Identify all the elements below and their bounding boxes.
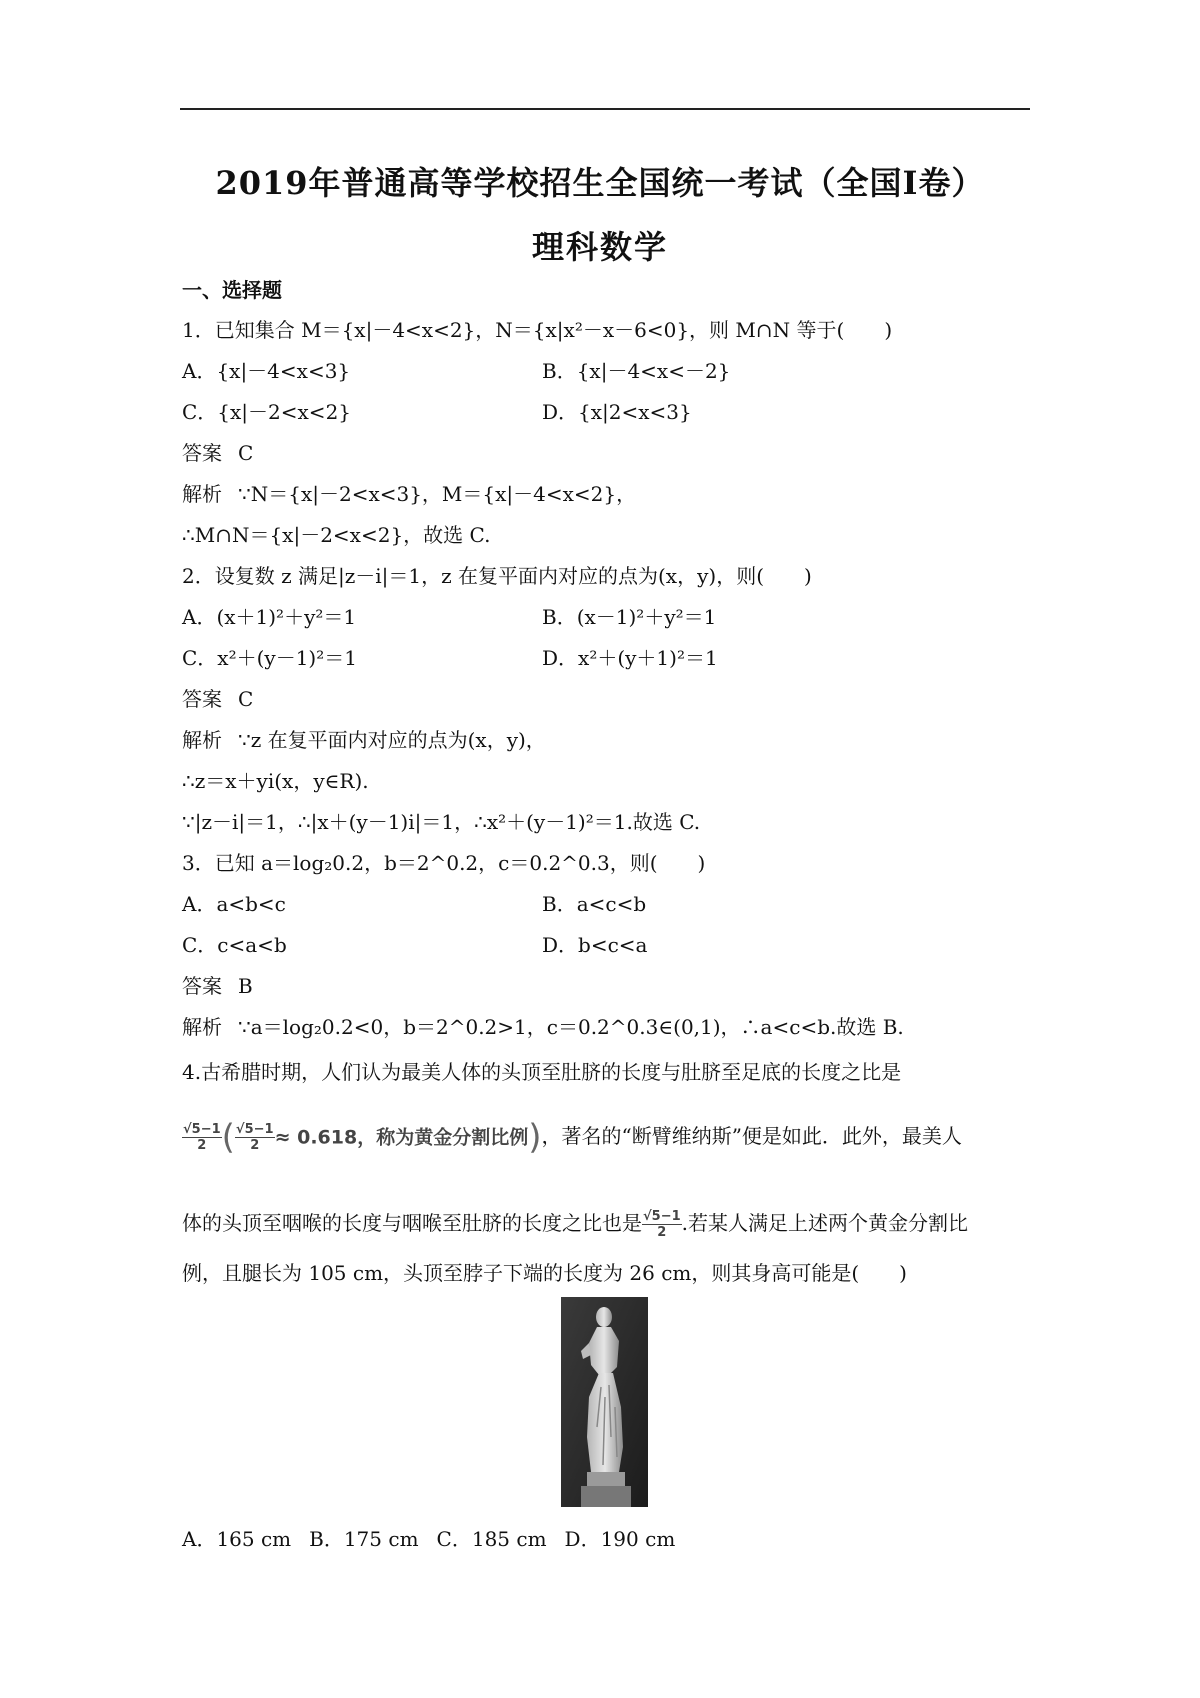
- q4-option-b: B．175 cm: [309, 1527, 419, 1551]
- golden-ratio-note: ≈ 0.618，称为黄金分割比例: [274, 1126, 529, 1149]
- q3-answer: 答案 B: [182, 974, 253, 998]
- section-heading: 一、选择题: [182, 278, 282, 302]
- golden-ratio-fraction-inner: $\frac{√5-1}{2}$: [235, 1122, 274, 1153]
- q3-option-c: C．c<a<b: [182, 933, 287, 957]
- golden-ratio-fraction: $\frac{√5-1}{2}$: [183, 1122, 221, 1153]
- q1-answer: 答案 C: [182, 441, 254, 465]
- q4-stem-line2: $\frac{√5-1}{2}$ ( $\frac{√5-1}{2}$ ≈ 0.618，称为黄金分割比例)，著名的“断臂维纳斯”便是如此．此外，最美人: [183, 1117, 962, 1158]
- q4-option-a: A．165 cm: [182, 1527, 292, 1551]
- q1-option-b: B．{x|－4<x<－2}: [542, 359, 731, 383]
- q4-stem-line3: 体的头顶至咽喉的长度与咽喉至肚脐的长度之比也是 $\frac{√5-1}{2}$ .若某人满足上述两个黄金分割比: [182, 1209, 969, 1240]
- q3-stem: 3．已知 a＝log₂0.2，b＝2^0.2，c＝0.2^0.3，则( ): [182, 851, 706, 875]
- exam-title: 2019年普通高等学校招生全国统一考试（全国Ⅰ卷）: [215, 164, 985, 202]
- q2-option-a: A．(x＋1)²＋y²＝1: [182, 605, 357, 629]
- q3-analysis: 解析 ∵a＝log₂0.2<0，b＝2^0.2>1，c＝0.2^0.3∈(0,1)，∴a<c<b.故选 B.: [182, 1015, 904, 1039]
- q4-option-c: C．185 cm: [436, 1527, 547, 1551]
- q4-stem-line4: 例，且腿长为 105 cm，头顶至脖子下端的长度为 26 cm，则其身高可能是( ): [182, 1261, 907, 1285]
- paren-open: (: [221, 1117, 235, 1158]
- q4-option-d: D．190 cm: [564, 1527, 676, 1551]
- exam-subtitle: 理科数学: [531, 228, 668, 266]
- q3-option-d: D．b<c<a: [542, 933, 648, 957]
- q3-option-b: B．a<c<b: [542, 892, 647, 916]
- q1-set-n: N＝{x|x²－x－6<0}: [495, 318, 690, 342]
- paren-close: ): [528, 1117, 542, 1158]
- q1-option-c: C．{x|－2<x<2}: [182, 400, 352, 424]
- q2-analysis: 解析 ∵z 在复平面内对应的点为(x，y)，: [182, 728, 546, 752]
- q1-option-a: A．{x|－4<x<3}: [182, 359, 351, 383]
- q2-answer: 答案 C: [182, 687, 254, 711]
- q4-stem-line1: 4.古希腊时期，人们认为最美人体的头顶至肚脐的长度与肚脐至足底的长度之比是: [182, 1060, 902, 1084]
- q2-option-c: C．x²＋(y－1)²＝1: [182, 646, 357, 670]
- venus-de-milo-image: [561, 1297, 648, 1507]
- q2-stem: 2．设复数 z 满足|z－i|＝1，z 在复平面内对应的点为(x，y)，则( ): [182, 564, 812, 588]
- q2-analysis-step: ∴z＝x＋yi(x，y∈R).: [182, 769, 369, 793]
- q1-option-d: D．{x|2<x<3}: [542, 400, 692, 424]
- q1-analysis-conclusion: ∴M∩N＝{x|－2<x<2}，故选 C.: [182, 523, 491, 547]
- q3-option-a: A．a<b<c: [182, 892, 286, 916]
- header-rule: [180, 108, 1030, 110]
- q1-analysis: 解析 ∵N＝{x|－2<x<3}，M＝{x|－4<x<2}，: [182, 482, 637, 506]
- q1-stem: 1．已知集合 M＝{x|－4<x<2}，N＝{x|x²－x－6<0}，则 M∩N 等于( ): [182, 318, 893, 342]
- q2-option-b: B．(x－1)²＋y²＝1: [542, 605, 717, 629]
- golden-ratio-fraction-2: $\frac{√5-1}{2}$: [643, 1209, 681, 1240]
- q1-set-m: M＝{x|－4<x<2}: [301, 318, 476, 342]
- q2-analysis-conclusion: ∵|z－i|＝1，∴|x＋(y－1)i|＝1，∴x²＋(y－1)²＝1.故选 C.: [182, 810, 701, 834]
- q4-options: [182, 1523, 693, 1552]
- q2-option-d: D．x²＋(y＋1)²＝1: [542, 646, 718, 670]
